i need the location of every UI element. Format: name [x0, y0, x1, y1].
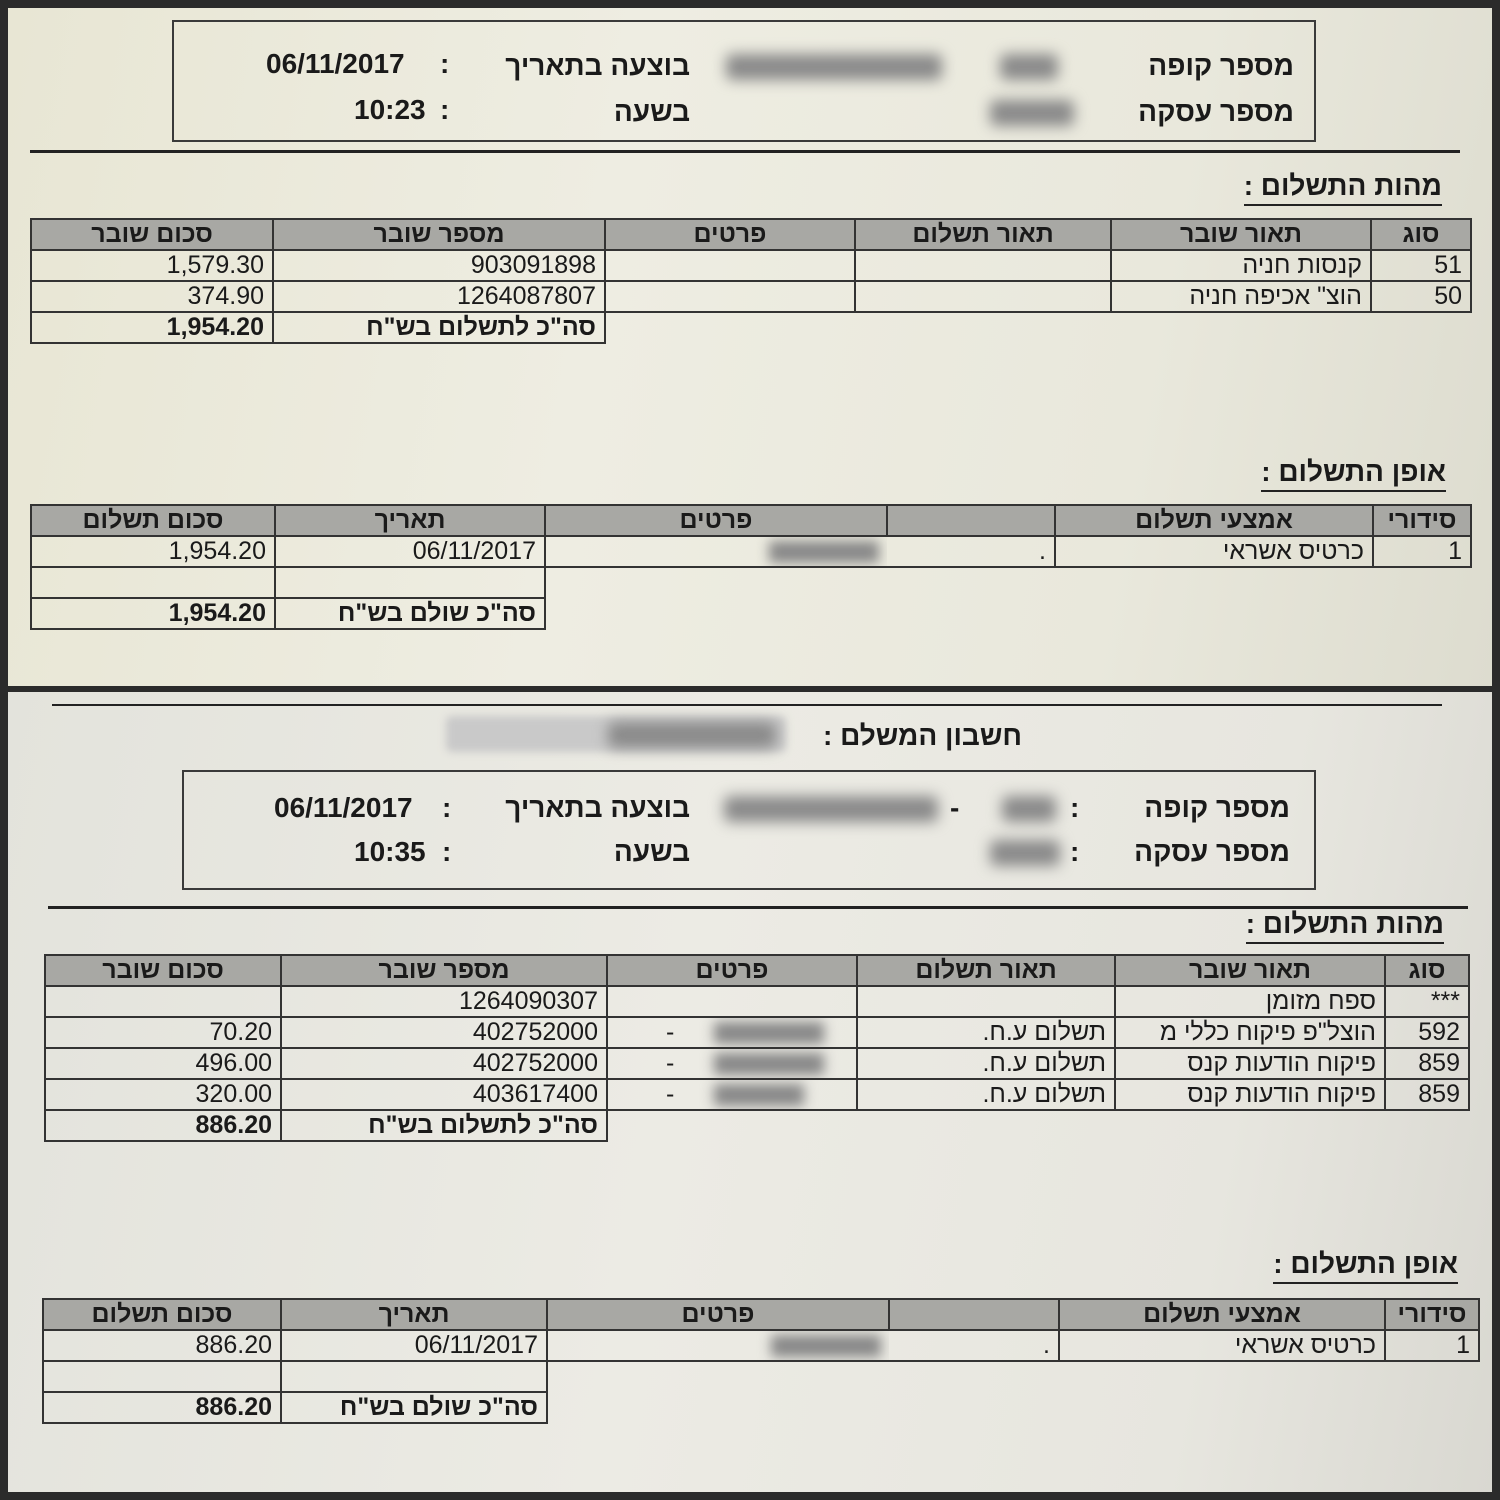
header-serial: סידורי: [1385, 1299, 1479, 1330]
separator-line: [30, 150, 1460, 153]
payment-amount: 886.20: [43, 1330, 281, 1361]
voucher-description: ספח מזומן: [1115, 986, 1385, 1017]
register-dash: -: [950, 792, 960, 823]
top-separator-line: [52, 704, 1442, 706]
type-code: 859: [1385, 1079, 1469, 1110]
voucher-number: 402752000: [281, 1017, 607, 1048]
time-colon: :: [440, 94, 450, 125]
table-row: [31, 250, 1471, 281]
header-details: פרטים: [607, 955, 857, 986]
card-digits-redacted: [771, 1335, 881, 1357]
details: [605, 281, 855, 312]
payment-description: [855, 281, 1111, 312]
details-dash: -: [666, 1049, 675, 1077]
register-name-redacted: [724, 796, 938, 822]
receipt-bottom: [8, 692, 1492, 1492]
time-label: בשעה: [613, 836, 690, 867]
voucher-description: הוצ" אכיפה חניה: [1111, 281, 1371, 312]
details-dash: -: [666, 1080, 675, 1108]
details-redacted: [714, 1084, 804, 1106]
payment-means: כרטיס אשראי: [1055, 536, 1373, 567]
payment-method-table: [30, 504, 1472, 630]
table-row: [45, 1017, 1469, 1048]
voucher-amount: 496.00: [45, 1048, 281, 1079]
register-number-redacted: [1002, 796, 1056, 822]
details-redacted: [714, 1053, 824, 1075]
total-row: [31, 598, 1471, 629]
payment-method-title: אופן התשלום :: [1273, 1248, 1458, 1284]
type-code: 592: [1385, 1017, 1469, 1048]
header-date: תאריך: [281, 1299, 547, 1330]
table-header-row: [45, 955, 1469, 986]
header-voucher-amount: סכום שובר: [45, 955, 281, 986]
header-payment-description: תאור תשלום: [857, 955, 1115, 986]
header-payment-amount: סכום תשלום: [43, 1299, 281, 1330]
table-row: [31, 281, 1471, 312]
voucher-amount: [45, 986, 281, 1017]
header-blank: [887, 505, 1055, 536]
voucher-amount: 1,579.30: [31, 250, 273, 281]
header-voucher-amount: סכום שובר: [31, 219, 273, 250]
serial-number: 1: [1385, 1330, 1479, 1361]
header-payment-means: אמצעי תשלום: [1059, 1299, 1385, 1330]
table-row: [43, 1330, 1479, 1361]
transaction-number-redacted: [990, 840, 1060, 866]
header-payment-means: אמצעי תשלום: [1055, 505, 1373, 536]
payment-description: תשלום ע.ח.: [857, 1079, 1115, 1110]
time-value: 10:23: [354, 94, 426, 125]
date-label: בוצעה בתאריך: [505, 50, 690, 81]
details-cell: [607, 1048, 857, 1079]
blank-row: [43, 1361, 1479, 1392]
table-header-row: [43, 1299, 1479, 1330]
payer-account-redacted: [608, 722, 776, 748]
payment-method-table: [42, 1298, 1480, 1424]
table-row: [45, 986, 1469, 1017]
payment-date: 06/11/2017: [281, 1330, 547, 1361]
payment-nature-title: מהות התשלום :: [1244, 170, 1442, 206]
voucher-description: פיקוח הודעות קנס: [1115, 1048, 1385, 1079]
transaction-info-box: [172, 20, 1316, 142]
total-paid-value: 886.20: [43, 1392, 281, 1423]
date-colon: :: [440, 48, 450, 79]
header-voucher-number: מספר שובר: [273, 219, 605, 250]
total-paid-label: סה"כ שולם בש"ח: [281, 1392, 547, 1423]
header-date: תאריך: [275, 505, 545, 536]
card-digits-redacted: [769, 541, 879, 563]
receipt-top: [8, 8, 1492, 686]
register-number-label: מספר קופה: [1144, 792, 1290, 823]
register-name-redacted: [726, 54, 942, 80]
time-value: 10:35: [354, 836, 426, 867]
header-voucher-number: מספר שובר: [281, 955, 607, 986]
total-row: [45, 1110, 1469, 1141]
voucher-number: 403617400: [281, 1079, 607, 1110]
time-colon: :: [442, 836, 452, 867]
details-dash: -: [666, 1018, 675, 1046]
table-row: [45, 1079, 1469, 1110]
header-type: סוג: [1385, 955, 1469, 986]
payment-nature-title: מהות התשלום :: [1246, 908, 1444, 944]
payment-nature-table: [30, 218, 1472, 344]
serial-number: 1: [1373, 536, 1471, 567]
header-details: פרטים: [545, 505, 887, 536]
details-cell: [607, 1079, 857, 1110]
type-code: 51: [1371, 250, 1471, 281]
transaction-info-box: [182, 770, 1316, 890]
header-blank: [889, 1299, 1059, 1330]
date-value: 06/11/2017: [274, 792, 413, 823]
date-colon: :: [442, 792, 452, 823]
details-dot: .: [887, 536, 1055, 567]
payment-description: [855, 250, 1111, 281]
table-row: [31, 536, 1471, 567]
blank-row: [31, 567, 1471, 598]
details-redacted: [714, 1022, 824, 1044]
header-payment-description: תאור תשלום: [855, 219, 1111, 250]
payment-description: [857, 986, 1115, 1017]
table-row: [45, 1048, 1469, 1079]
payment-means: כרטיס אשראי: [1059, 1330, 1385, 1361]
details-redacted: [547, 1330, 889, 1361]
voucher-amount: 320.00: [45, 1079, 281, 1110]
register-number-label: מספר קופה: [1148, 50, 1294, 81]
payer-account-label: חשבון המשלם :: [823, 720, 1022, 751]
header-voucher-description: תאור שובר: [1115, 955, 1385, 986]
header-type: סוג: [1371, 219, 1471, 250]
total-value: 1,954.20: [31, 312, 273, 343]
transaction-number-label: מספר עסקה: [1138, 96, 1294, 127]
transaction-number-label: מספר עסקה: [1134, 836, 1290, 867]
type-code: 50: [1371, 281, 1471, 312]
payment-description: תשלום ע.ח.: [857, 1048, 1115, 1079]
payment-amount: 1,954.20: [31, 536, 275, 567]
register-colon: :: [1070, 792, 1080, 823]
voucher-description: פיקוח הודעות קנס: [1115, 1079, 1385, 1110]
voucher-description: הוצל"פ פיקוח כללי מ: [1115, 1017, 1385, 1048]
header-details: פרטים: [547, 1299, 889, 1330]
date-label: בוצעה בתאריך: [505, 792, 690, 823]
voucher-number: 1264087807: [273, 281, 605, 312]
voucher-amount: 70.20: [45, 1017, 281, 1048]
header-serial: סידורי: [1373, 505, 1471, 536]
total-paid-value: 1,954.20: [31, 598, 275, 629]
total-value: 886.20: [45, 1110, 281, 1141]
header-payment-amount: סכום תשלום: [31, 505, 275, 536]
details: [607, 986, 857, 1017]
table-header-row: [31, 505, 1471, 536]
voucher-number: 903091898: [273, 250, 605, 281]
payment-nature-table: [44, 954, 1470, 1142]
voucher-amount: 374.90: [31, 281, 273, 312]
time-label: בשעה: [613, 96, 690, 127]
payment-method-title: אופן התשלום :: [1261, 456, 1446, 492]
register-number-redacted: [1000, 54, 1058, 80]
total-paid-label: סה"כ שולם בש"ח: [275, 598, 545, 629]
total-row: [31, 312, 1471, 343]
total-label: סה"כ לתשלום בש"ח: [273, 312, 605, 343]
table-header-row: [31, 219, 1471, 250]
type-code: ***: [1385, 986, 1469, 1017]
details-dot: .: [889, 1330, 1059, 1361]
voucher-description: קנסות חניה: [1111, 250, 1371, 281]
payment-date: 06/11/2017: [275, 536, 545, 567]
voucher-number: 1264090307: [281, 986, 607, 1017]
total-row: [43, 1392, 1479, 1423]
transaction-colon: :: [1070, 836, 1080, 867]
date-value: 06/11/2017: [266, 48, 405, 79]
payment-description: תשלום ע.ח.: [857, 1017, 1115, 1048]
voucher-number: 402752000: [281, 1048, 607, 1079]
details-cell: [607, 1017, 857, 1048]
details: [605, 250, 855, 281]
header-voucher-description: תאור שובר: [1111, 219, 1371, 250]
header-details: פרטים: [605, 219, 855, 250]
type-code: 859: [1385, 1048, 1469, 1079]
details-redacted: [545, 536, 887, 567]
total-label: סה"כ לתשלום בש"ח: [281, 1110, 607, 1141]
transaction-number-redacted: [990, 100, 1074, 126]
